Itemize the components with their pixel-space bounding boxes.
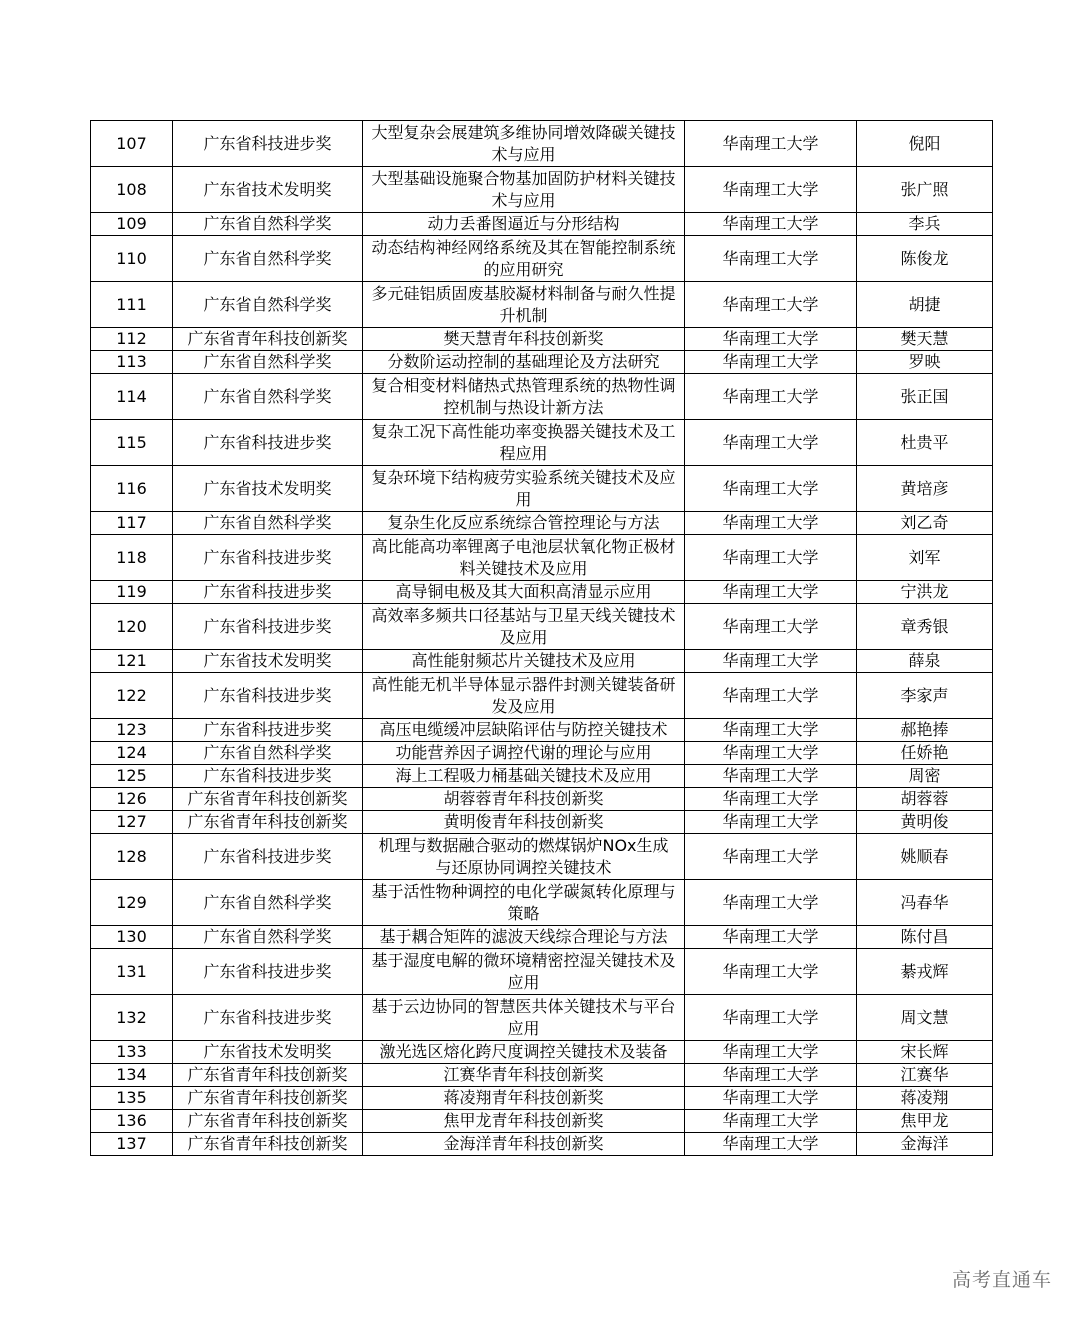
table-row: [91, 765, 993, 788]
table-row: [91, 512, 993, 535]
project-title-cell: 分数阶运动控制的基础理论及方法研究: [363, 351, 685, 374]
project-title-cell: 复杂生化反应系统综合管控理论与方法: [363, 512, 685, 535]
table-row: [91, 121, 993, 167]
row-number-cell: 130: [91, 926, 173, 949]
project-title-cell: 高压电缆缓冲层缺陷评估与防控关键技术: [363, 719, 685, 742]
table-row: [91, 788, 993, 811]
person-name-cell: 李家声: [857, 673, 993, 719]
award-type-cell: 广东省技术发明奖: [173, 650, 363, 673]
project-title-cell: 大型复杂会展建筑多维协同增效降碳关键技术与应用: [363, 121, 685, 167]
row-number-cell: 110: [91, 236, 173, 282]
institution-cell: 华南理工大学: [685, 604, 857, 650]
row-number-cell: 129: [91, 880, 173, 926]
project-title-cell: 多元硅铝质固废基胶凝材料制备与耐久性提升机制: [363, 282, 685, 328]
row-number-cell: 108: [91, 167, 173, 213]
row-number-cell: 112: [91, 328, 173, 351]
person-name-cell: 冯春华: [857, 880, 993, 926]
row-number-cell: 126: [91, 788, 173, 811]
institution-cell: 华南理工大学: [685, 167, 857, 213]
award-type-cell: 广东省青年科技创新奖: [173, 788, 363, 811]
row-number-cell: 116: [91, 466, 173, 512]
award-type-cell: 广东省科技进步奖: [173, 121, 363, 167]
award-type-cell: 广东省科技进步奖: [173, 673, 363, 719]
row-number-cell: 119: [91, 581, 173, 604]
institution-cell: 华南理工大学: [685, 949, 857, 995]
person-name-cell: 江赛华: [857, 1064, 993, 1087]
project-title-cell: 激光选区熔化跨尺度调控关键技术及装备: [363, 1041, 685, 1064]
row-number-cell: 117: [91, 512, 173, 535]
institution-cell: 华南理工大学: [685, 880, 857, 926]
institution-cell: 华南理工大学: [685, 328, 857, 351]
table-row: [91, 1064, 993, 1087]
table-row: [91, 466, 993, 512]
row-number-cell: 125: [91, 765, 173, 788]
person-name-cell: 蒋凌翔: [857, 1087, 993, 1110]
row-number-cell: 107: [91, 121, 173, 167]
award-type-cell: 广东省科技进步奖: [173, 604, 363, 650]
award-type-cell: 广东省自然科学奖: [173, 742, 363, 765]
award-type-cell: 广东省科技进步奖: [173, 765, 363, 788]
table-row: [91, 535, 993, 581]
row-number-cell: 113: [91, 351, 173, 374]
table-row: [91, 1133, 993, 1156]
person-name-cell: 樊天慧: [857, 328, 993, 351]
row-number-cell: 133: [91, 1041, 173, 1064]
institution-cell: 华南理工大学: [685, 351, 857, 374]
row-number-cell: 121: [91, 650, 173, 673]
table-row: [91, 167, 993, 213]
project-title-cell: 动力丢番图逼近与分形结构: [363, 213, 685, 236]
award-type-cell: 广东省自然科学奖: [173, 282, 363, 328]
institution-cell: 华南理工大学: [685, 995, 857, 1041]
award-type-cell: 广东省青年科技创新奖: [173, 1064, 363, 1087]
award-type-cell: 广东省自然科学奖: [173, 351, 363, 374]
table-row: [91, 949, 993, 995]
table-row: [91, 581, 993, 604]
award-type-cell: 广东省青年科技创新奖: [173, 328, 363, 351]
table-row: [91, 351, 993, 374]
table-row: [91, 213, 993, 236]
table-row: [91, 1041, 993, 1064]
row-number-cell: 134: [91, 1064, 173, 1087]
table-row: [91, 420, 993, 466]
table-row: [91, 880, 993, 926]
row-number-cell: 123: [91, 719, 173, 742]
person-name-cell: 刘乙奇: [857, 512, 993, 535]
project-title-cell: 樊天慧青年科技创新奖: [363, 328, 685, 351]
institution-cell: 华南理工大学: [685, 788, 857, 811]
project-title-cell: 复杂环境下结构疲劳实验系统关键技术及应用: [363, 466, 685, 512]
person-name-cell: 刘军: [857, 535, 993, 581]
person-name-cell: 宋长辉: [857, 1041, 993, 1064]
institution-cell: 华南理工大学: [685, 673, 857, 719]
award-type-cell: 广东省自然科学奖: [173, 213, 363, 236]
person-name-cell: 姚顺春: [857, 834, 993, 880]
person-name-cell: 胡蓉蓉: [857, 788, 993, 811]
institution-cell: 华南理工大学: [685, 581, 857, 604]
institution-cell: 华南理工大学: [685, 1133, 857, 1156]
project-title-cell: 高效率多频共口径基站与卫星天线关键技术及应用: [363, 604, 685, 650]
row-number-cell: 131: [91, 949, 173, 995]
award-type-cell: 广东省科技进步奖: [173, 719, 363, 742]
person-name-cell: 张正国: [857, 374, 993, 420]
person-name-cell: 綦戎辉: [857, 949, 993, 995]
award-table: [90, 120, 993, 1156]
institution-cell: 华南理工大学: [685, 1041, 857, 1064]
award-type-cell: 广东省技术发明奖: [173, 1041, 363, 1064]
table-row: [91, 1110, 993, 1133]
person-name-cell: 任娇艳: [857, 742, 993, 765]
row-number-cell: 127: [91, 811, 173, 834]
project-title-cell: 高性能无机半导体显示器件封测关键装备研发及应用: [363, 673, 685, 719]
project-title-cell: 焦甲龙青年科技创新奖: [363, 1110, 685, 1133]
project-title-cell: 海上工程吸力桶基础关键技术及应用: [363, 765, 685, 788]
project-title-cell: 黄明俊青年科技创新奖: [363, 811, 685, 834]
table-row: [91, 673, 993, 719]
project-title-cell: 大型基础设施聚合物基加固防护材料关键技术与应用: [363, 167, 685, 213]
project-title-cell: 江赛华青年科技创新奖: [363, 1064, 685, 1087]
institution-cell: 华南理工大学: [685, 1064, 857, 1087]
award-table-body: [91, 121, 993, 1156]
person-name-cell: 胡捷: [857, 282, 993, 328]
row-number-cell: 118: [91, 535, 173, 581]
project-title-cell: 高导铜电极及其大面积高清显示应用: [363, 581, 685, 604]
institution-cell: 华南理工大学: [685, 374, 857, 420]
row-number-cell: 137: [91, 1133, 173, 1156]
award-type-cell: 广东省自然科学奖: [173, 880, 363, 926]
award-type-cell: 广东省科技进步奖: [173, 995, 363, 1041]
institution-cell: 华南理工大学: [685, 121, 857, 167]
project-title-cell: 机理与数据融合驱动的燃煤锅炉NOx生成与还原协同调控关键技术: [363, 834, 685, 880]
award-type-cell: 广东省科技进步奖: [173, 834, 363, 880]
table-row: [91, 328, 993, 351]
row-number-cell: 114: [91, 374, 173, 420]
person-name-cell: 宁洪龙: [857, 581, 993, 604]
institution-cell: 华南理工大学: [685, 213, 857, 236]
institution-cell: 华南理工大学: [685, 719, 857, 742]
award-type-cell: 广东省自然科学奖: [173, 236, 363, 282]
award-type-cell: 广东省青年科技创新奖: [173, 1087, 363, 1110]
person-name-cell: 焦甲龙: [857, 1110, 993, 1133]
person-name-cell: 薛泉: [857, 650, 993, 673]
institution-cell: 华南理工大学: [685, 811, 857, 834]
institution-cell: 华南理工大学: [685, 834, 857, 880]
person-name-cell: 周文慧: [857, 995, 993, 1041]
project-title-cell: 高比能高功率锂离子电池层状氧化物正极材料关键技术及应用: [363, 535, 685, 581]
project-title-cell: 基于云边协同的智慧医共体关键技术与平台应用: [363, 995, 685, 1041]
institution-cell: 华南理工大学: [685, 1110, 857, 1133]
table-row: [91, 282, 993, 328]
person-name-cell: 倪阳: [857, 121, 993, 167]
award-type-cell: 广东省青年科技创新奖: [173, 811, 363, 834]
row-number-cell: 111: [91, 282, 173, 328]
watermark-text: 高考直通车: [951, 1269, 1052, 1291]
award-type-cell: 广东省科技进步奖: [173, 420, 363, 466]
project-title-cell: 基于湿度电解的微环境精密控湿关键技术及应用: [363, 949, 685, 995]
award-type-cell: 广东省青年科技创新奖: [173, 1110, 363, 1133]
table-row: [91, 926, 993, 949]
row-number-cell: 136: [91, 1110, 173, 1133]
award-type-cell: 广东省科技进步奖: [173, 535, 363, 581]
project-title-cell: 基于活性物种调控的电化学碳氮转化原理与策略: [363, 880, 685, 926]
institution-cell: 华南理工大学: [685, 926, 857, 949]
person-name-cell: 张广照: [857, 167, 993, 213]
project-title-cell: 蒋凌翔青年科技创新奖: [363, 1087, 685, 1110]
award-type-cell: 广东省科技进步奖: [173, 949, 363, 995]
person-name-cell: 罗映: [857, 351, 993, 374]
institution-cell: 华南理工大学: [685, 512, 857, 535]
row-number-cell: 115: [91, 420, 173, 466]
award-type-cell: 广东省自然科学奖: [173, 374, 363, 420]
table-row: [91, 374, 993, 420]
project-title-cell: 胡蓉蓉青年科技创新奖: [363, 788, 685, 811]
table-row: [91, 995, 993, 1041]
award-type-cell: 广东省青年科技创新奖: [173, 1133, 363, 1156]
award-type-cell: 广东省科技进步奖: [173, 581, 363, 604]
project-title-cell: 高性能射频芯片关键技术及应用: [363, 650, 685, 673]
person-name-cell: 黄培彦: [857, 466, 993, 512]
project-title-cell: 金海洋青年科技创新奖: [363, 1133, 685, 1156]
institution-cell: 华南理工大学: [685, 765, 857, 788]
institution-cell: 华南理工大学: [685, 236, 857, 282]
person-name-cell: 李兵: [857, 213, 993, 236]
table-row: [91, 811, 993, 834]
project-title-cell: 复杂工况下高性能功率变换器关键技术及工程应用: [363, 420, 685, 466]
row-number-cell: 128: [91, 834, 173, 880]
row-number-cell: 109: [91, 213, 173, 236]
table-row: [91, 236, 993, 282]
table-row: [91, 650, 993, 673]
person-name-cell: 陈付昌: [857, 926, 993, 949]
table-row: [91, 719, 993, 742]
row-number-cell: 132: [91, 995, 173, 1041]
institution-cell: 华南理工大学: [685, 742, 857, 765]
institution-cell: 华南理工大学: [685, 535, 857, 581]
person-name-cell: 章秀银: [857, 604, 993, 650]
row-number-cell: 122: [91, 673, 173, 719]
table-row: [91, 604, 993, 650]
person-name-cell: 金海洋: [857, 1133, 993, 1156]
row-number-cell: 120: [91, 604, 173, 650]
award-type-cell: 广东省自然科学奖: [173, 512, 363, 535]
table-row: [91, 742, 993, 765]
award-type-cell: 广东省自然科学奖: [173, 926, 363, 949]
row-number-cell: 135: [91, 1087, 173, 1110]
award-type-cell: 广东省技术发明奖: [173, 167, 363, 213]
project-title-cell: 功能营养因子调控代谢的理论与应用: [363, 742, 685, 765]
person-name-cell: 郝艳捧: [857, 719, 993, 742]
project-title-cell: 动态结构神经网络系统及其在智能控制系统的应用研究: [363, 236, 685, 282]
institution-cell: 华南理工大学: [685, 420, 857, 466]
project-title-cell: 基于耦合矩阵的滤波天线综合理论与方法: [363, 926, 685, 949]
institution-cell: 华南理工大学: [685, 650, 857, 673]
table-row: [91, 1087, 993, 1110]
person-name-cell: 陈俊龙: [857, 236, 993, 282]
person-name-cell: 周密: [857, 765, 993, 788]
person-name-cell: 杜贵平: [857, 420, 993, 466]
institution-cell: 华南理工大学: [685, 282, 857, 328]
institution-cell: 华南理工大学: [685, 466, 857, 512]
project-title-cell: 复合相变材料储热式热管理系统的热物性调控机制与热设计新方法: [363, 374, 685, 420]
person-name-cell: 黄明俊: [857, 811, 993, 834]
institution-cell: 华南理工大学: [685, 1087, 857, 1110]
row-number-cell: 124: [91, 742, 173, 765]
table-row: [91, 834, 993, 880]
award-type-cell: 广东省技术发明奖: [173, 466, 363, 512]
